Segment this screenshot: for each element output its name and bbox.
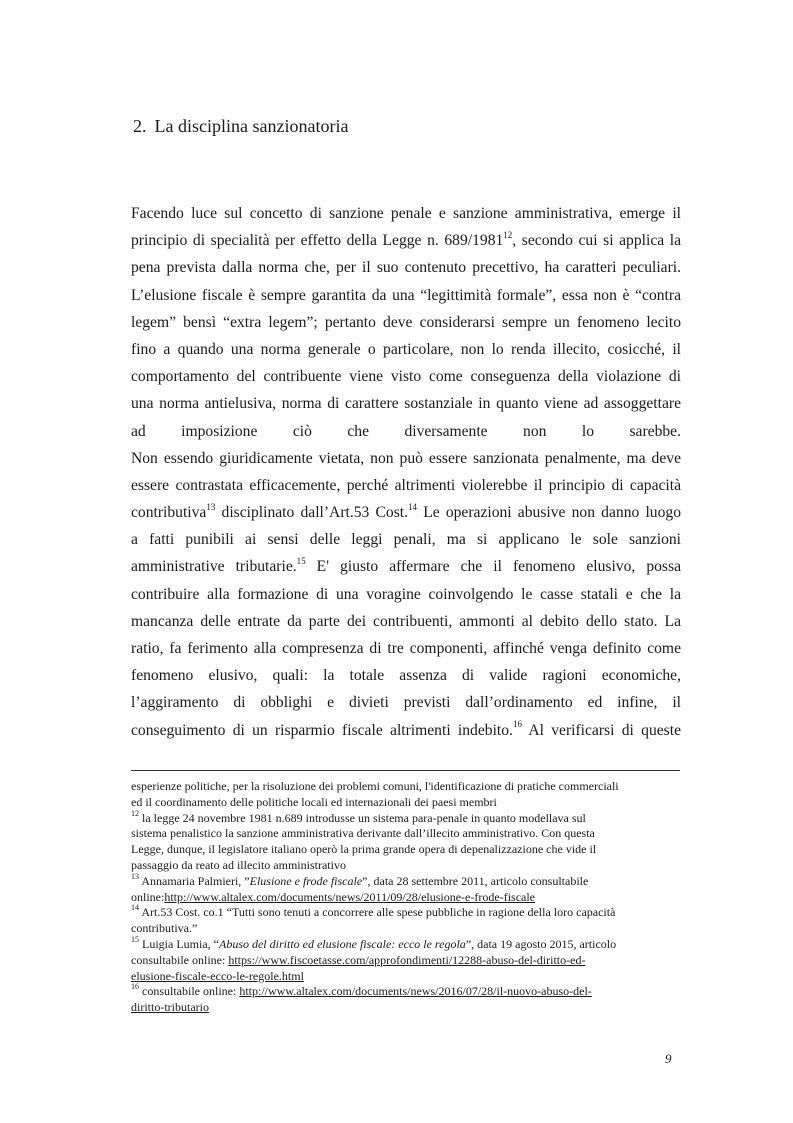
footnote-16-line [131,1000,691,1016]
body-line: pena prevista dalla norma che, per il suo contenuto precettivo, ha caratteri peculiari. [131,259,681,277]
footnote-12-line: Legge, dunque, il legislatore italiano operò la prima grande opera di depenalizzazione che vide il [131,842,597,857]
footnote-16-link[interactable]: http://www.altalex.com/documents/news/2016/07/28/il-nuovo-abuso-del- [239,984,592,999]
body-line: Non essendo giuridicamente vietata, non può essere sanzionata penalmente, ma deve [131,449,681,467]
footnote-15: $^{15}$ Luigia Lumia, “Abuso del diritto ed elusione fiscale: ecco le regola”, data 19 agosto 2015, articolo [131,934,617,951]
footnote-number: 13 [131,871,139,881]
body-line: ratio, fa ferimento alla compresenza di tre componenti, affinché venga definito come [131,640,681,657]
body-line: essere contrastata efficacemente, perché altrimenti violerebbe il principio di capacità [131,476,681,494]
footnote-ref-13[interactable]: 13 [206,501,216,512]
body-line: comportamento del contribuente viene visto come conseguenza della violazione di [131,368,681,386]
body-line: contribuire alla formazione di una voragine coinvolgendo le casse statali e che la [131,585,681,603]
footnote-12: $^{12}$ la legge 24 novembre 1981 n.689 introdusse un sistema para-penale in quanto modellava sul [131,808,586,825]
footnote-14-line: contributiva.” [131,921,198,936]
body-paragraph [131,200,681,744]
footnote-16-link-cont[interactable]: diritto-tributario [131,1000,209,1015]
footnote-ref-15[interactable]: 15 [296,556,306,567]
body-line: principio di specialità per effetto della Legge n. 689/1981$^{12}$, secondo cui si applica la [131,230,682,250]
body-line: L’elusione fiscale è sempre garantita da una “legittimità formale”, essa non è “contra [131,286,681,304]
footnote-13: $^{13}$ Annamaria Palmieri, ”Elusione e frode fiscale”, data 28 settembre 2011, articolo consultabile [131,871,589,888]
footnote-number: 14 [131,903,139,913]
footnote-number: 12 [131,808,139,818]
body-line: contributiva$^{13}$ disciplinato dall’Art.53 Cost.$^{14}$ Le operazioni abusive non danno luogo [131,501,681,522]
footnote-15-link[interactable]: https://www.fiscoetasse.com/approfondimenti/12288-abuso-del-diritto-ed- [228,952,586,967]
footnote-13-line: online:http://www.altalex.com/documents/news/2011/09/28/elusione-e-frode-fiscale [131,889,536,904]
body-line: fenomeno elusivo, quali: la totale assenza di valide ragioni economiche, [131,667,681,685]
body-line: Facendo luce sul concetto di sanzione penale e sanzione amministrativa, emerge il [131,205,681,222]
footnotes [131,779,691,1016]
body-line: una norma antielusiva, norma di carattere sostanziale in quanto viene ad assoggettare [131,395,681,413]
body-line: l’aggiramento di obblighi e divieti previsti dall’ordinamento ed infine, il [131,694,681,712]
section-number: 2. [133,116,147,136]
section-title: La disciplina sanzionatoria [154,116,349,136]
footnote-15-link-cont[interactable]: elusione-fiscale-ecco-le-regole.html [131,968,304,983]
footnote-12-line: sistema penalistico la sanzione amministrativa derivante dall’illecito amministrativo. Con questa [131,826,595,841]
page-number: 9 [665,1051,672,1066]
footnote-ref-12[interactable]: 12 [503,230,513,240]
body-line: fino a quando una norma generale o particolare, non lo renda illecito, cosicché, il [131,340,681,358]
body-line: conseguimento di un risparmio fiscale altrimenti indebito.$^{16}$ Al verificarsi di queste [131,719,681,739]
body-line: amministrative tributarie.$^{15}$ E' giusto affermare che il fenomeno elusivo, possa [131,556,681,576]
body-line: mancanza delle entrate da parte dei contribuenti, ammonti al debito dello stato. La [131,612,681,630]
footnote-16: $^{16}$ consultabile online: http://www.altalex.com/documents/news/2016/07/28/il-nuovo-abuso-del- [131,982,592,999]
body-line: ad imposizione ciò che diversamente non lo sarebbe. [131,422,681,440]
footnote-12-line: passaggio da reato ad illecito amministrativo [131,857,346,872]
body-line: a fatti punibili ai sensi delle leggi penali, ma si applicano le sole sanzioni [131,531,681,549]
footnote-ref-16[interactable]: 16 [512,719,522,730]
footnote-continuation-line: esperienze politiche, per la risoluzione dei problemi comuni, l'identificazione di pratiche commerciali [131,779,619,793]
footnote-15-line [131,969,691,985]
article-title: Abuso del diritto ed elusione fiscale: ecco le regola [218,936,466,951]
article-title: Elusione e frode fiscale [249,873,363,888]
footnote-ref-14[interactable]: 14 [408,501,418,512]
footnote-13-link[interactable]: http://www.altalex.com/documents/news/2011/09/28/elusione-e-frode-fiscale [164,889,536,904]
footnote-number: 16 [131,982,139,992]
footnote-number: 15 [131,934,139,944]
footnote-14: $^{14}$ Art.53 Cost. co.1 “Tutti sono tenuti a concorrere alle spese pubbliche in ragione della loro capacità [131,903,616,920]
body-line: legem” bensì “extra legem”; pertanto deve considerarsi sempre un fenomeno lecito [131,313,681,331]
footnote-15-line: consultabile online: https://www.fiscoetasse.com/approfondimenti/12288-abuso-del-diritto-ed- [131,952,586,967]
footnote-separator [131,770,680,771]
footnote-continuation-line: ed il coordinamento delle politiche locali ed internazionali dei paesi membri [131,794,497,809]
section-heading [133,116,348,137]
